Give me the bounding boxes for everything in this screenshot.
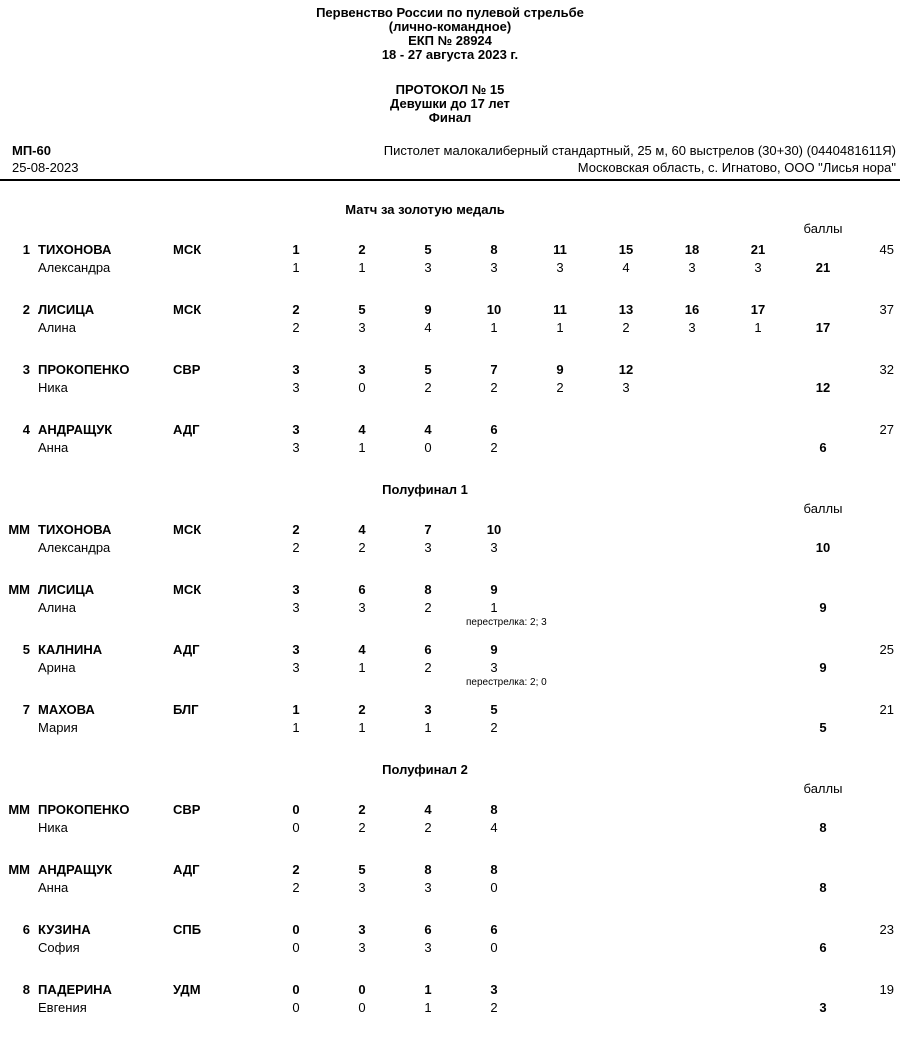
- series-cell: 3: [424, 880, 432, 895]
- series-line: [0, 819, 900, 837]
- cumulative-line: [0, 301, 900, 319]
- section-title: Полуфинал 1: [382, 482, 468, 497]
- event-description: Пистолет малокалиберный стандартный, 25 м, 60 выстрелов (30+30) (0440481611Я): [383, 143, 896, 158]
- series-line: [0, 379, 900, 397]
- region-cell: АДГ: [173, 642, 200, 657]
- score-cell: 4: [358, 522, 366, 537]
- series-cell: 2: [292, 540, 300, 555]
- surname-cell: КУЗИНА: [38, 922, 91, 937]
- series-cell: 3: [424, 540, 432, 555]
- score-cell: 4: [424, 802, 432, 817]
- score-cell: 11: [553, 242, 567, 257]
- total-cell: 21: [815, 260, 831, 275]
- surname-cell: ТИХОНОВА: [38, 242, 112, 257]
- qual-score-cell: 27: [879, 422, 894, 437]
- points-label: баллы: [803, 501, 843, 516]
- score-cell: 1: [292, 242, 300, 257]
- stage: Финал: [428, 110, 472, 125]
- total-cell: 10: [815, 540, 831, 555]
- qual-score-cell: 23: [879, 922, 894, 937]
- score-cell: 0: [358, 982, 366, 997]
- athlete-row: [0, 641, 900, 688]
- series-cell: 0: [490, 880, 498, 895]
- score-cell: 5: [358, 862, 366, 877]
- qual-score-cell: 32: [879, 362, 894, 377]
- given-name-cell: Мария: [38, 720, 78, 735]
- score-cell: 6: [424, 642, 432, 657]
- score-cell: 2: [292, 862, 300, 877]
- cumulative-line: [0, 521, 900, 539]
- series-line: [0, 259, 900, 277]
- athlete-row: [0, 301, 900, 337]
- total-cell: 17: [815, 320, 831, 335]
- series-cell: 3: [358, 940, 366, 955]
- series-cell: 2: [358, 820, 366, 835]
- series-cell: 1: [358, 260, 366, 275]
- series-cell: 2: [292, 320, 300, 335]
- series-line: [0, 439, 900, 457]
- cumulative-line: [0, 241, 900, 259]
- given-name-cell: Анна: [38, 880, 69, 895]
- region-cell: МСК: [173, 522, 202, 537]
- score-cell: 5: [424, 242, 432, 257]
- qual-score-cell: 21: [879, 702, 894, 717]
- series-cell: 3: [292, 380, 300, 395]
- score-cell: 12: [618, 362, 634, 377]
- athlete-row: [0, 521, 900, 557]
- competition-title: Первенство России по пулевой стрельбе: [316, 5, 584, 20]
- series-cell: 0: [292, 940, 300, 955]
- rank-cell: ММ: [8, 582, 30, 597]
- total-cell: 12: [815, 380, 831, 395]
- series-cell: 2: [622, 320, 630, 335]
- surname-cell: АНДРАЩУК: [38, 422, 113, 437]
- series-cell: 3: [358, 880, 366, 895]
- series-cell: 2: [358, 540, 366, 555]
- surname-cell: ПАДЕРИНА: [38, 982, 112, 997]
- series-line: [0, 999, 900, 1017]
- region-cell: АДГ: [173, 422, 200, 437]
- series-cell: 2: [490, 1000, 498, 1015]
- score-cell: 4: [424, 422, 432, 437]
- cumulative-line: [0, 801, 900, 819]
- score-cell: 5: [424, 362, 432, 377]
- series-cell: 3: [424, 260, 432, 275]
- score-cell: 2: [292, 522, 300, 537]
- rank-cell: ММ: [8, 862, 30, 877]
- athlete-row: [0, 801, 900, 837]
- score-cell: 8: [424, 582, 432, 597]
- given-name-cell: София: [38, 940, 80, 955]
- score-cell: 3: [292, 422, 300, 437]
- series-cell: 2: [490, 720, 498, 735]
- score-cell: 9: [556, 362, 564, 377]
- total-cell: 8: [819, 880, 827, 895]
- total-cell: 5: [819, 720, 827, 735]
- series-cell: 3: [688, 260, 696, 275]
- rank-cell: ММ: [8, 522, 30, 537]
- score-cell: 2: [358, 242, 366, 257]
- surname-cell: КАЛНИНА: [38, 642, 103, 657]
- region-cell: МСК: [173, 582, 202, 597]
- given-name-cell: Евгения: [38, 1000, 87, 1015]
- score-cell: 8: [490, 242, 498, 257]
- score-cell: 6: [424, 922, 432, 937]
- score-cell: 9: [490, 642, 498, 657]
- given-name-cell: Александра: [38, 540, 111, 555]
- score-cell: 10: [486, 522, 502, 537]
- athlete-row: [0, 981, 900, 1017]
- series-cell: 2: [556, 380, 564, 395]
- rank-cell: 2: [22, 302, 30, 317]
- given-name-cell: Анна: [38, 440, 69, 455]
- cumulative-line: [0, 981, 900, 999]
- section-title: Полуфинал 2: [382, 762, 468, 777]
- score-cell: 9: [490, 582, 498, 597]
- cumulative-line: [0, 701, 900, 719]
- series-cell: 4: [622, 260, 630, 275]
- score-cell: 0: [292, 982, 300, 997]
- series-cell: 4: [490, 820, 498, 835]
- section-semifinal-1: [0, 481, 900, 737]
- given-name-cell: Ника: [38, 380, 68, 395]
- surname-cell: ПРОКОПЕНКО: [38, 362, 130, 377]
- region-cell: СПБ: [173, 922, 202, 937]
- athlete-row: [0, 421, 900, 457]
- qual-score-cell: 19: [879, 982, 894, 997]
- series-cell: 3: [688, 320, 696, 335]
- score-cell: 1: [292, 702, 300, 717]
- score-cell: 7: [424, 522, 432, 537]
- series-line: [0, 599, 900, 617]
- total-cell: 9: [819, 600, 827, 615]
- series-line: [0, 659, 900, 677]
- series-cell: 4: [424, 320, 432, 335]
- series-line: [0, 319, 900, 337]
- rank-cell: 1: [22, 242, 30, 257]
- series-cell: 1: [292, 720, 300, 735]
- category: Девушки до 17 лет: [390, 96, 510, 111]
- series-cell: 2: [292, 880, 300, 895]
- series-cell: 0: [358, 380, 366, 395]
- series-cell: 3: [292, 660, 300, 675]
- rank-cell: 6: [22, 922, 30, 937]
- series-cell: 1: [292, 260, 300, 275]
- score-cell: 5: [490, 702, 498, 717]
- cumulative-line: [0, 921, 900, 939]
- series-cell: 1: [424, 720, 432, 735]
- total-cell: 3: [819, 1000, 827, 1015]
- given-name-cell: Александра: [38, 260, 111, 275]
- athlete-row: [0, 581, 900, 628]
- total-cell: 8: [819, 820, 827, 835]
- competition-dates: 18 - 27 августа 2023 г.: [381, 47, 519, 62]
- series-line: [0, 939, 900, 957]
- score-cell: 8: [490, 862, 498, 877]
- series-cell: 0: [292, 1000, 300, 1015]
- cumulative-line: [0, 421, 900, 439]
- series-cell: 2: [424, 600, 432, 615]
- score-cell: 7: [490, 362, 498, 377]
- series-cell: 3: [424, 940, 432, 955]
- given-name-cell: Алина: [38, 320, 76, 335]
- score-cell: 3: [292, 642, 300, 657]
- surname-cell: МАХОВА: [38, 702, 95, 717]
- rank-cell: 3: [22, 362, 30, 377]
- given-name-cell: Ника: [38, 820, 68, 835]
- series-cell: 3: [754, 260, 762, 275]
- region-cell: БЛГ: [173, 702, 199, 717]
- score-cell: 4: [358, 422, 366, 437]
- series-cell: 1: [490, 600, 498, 615]
- rank-cell: 4: [22, 422, 30, 437]
- series-cell: 2: [424, 820, 432, 835]
- total-cell: 6: [819, 940, 827, 955]
- region-cell: АДГ: [173, 862, 200, 877]
- score-cell: 17: [750, 302, 766, 317]
- series-cell: 1: [490, 320, 498, 335]
- given-name-cell: Арина: [38, 660, 76, 675]
- score-cell: 15: [618, 242, 634, 257]
- qual-score-cell: 45: [879, 242, 894, 257]
- exercise-code: МП-60: [12, 143, 51, 158]
- athlete-row: [0, 701, 900, 737]
- points-label: баллы: [803, 781, 843, 796]
- qual-score-cell: 37: [879, 302, 894, 317]
- series-cell: 3: [556, 260, 564, 275]
- competition-header: [0, 6, 900, 62]
- score-cell: 3: [358, 922, 366, 937]
- surname-cell: ЛИСИЦА: [38, 302, 95, 317]
- qual-score-cell: 25: [879, 642, 894, 657]
- score-cell: 3: [358, 362, 366, 377]
- section-gold-match: [0, 201, 900, 457]
- series-cell: 1: [556, 320, 564, 335]
- series-cell: 1: [424, 1000, 432, 1015]
- athlete-row: [0, 861, 900, 897]
- region-cell: СВР: [173, 362, 201, 377]
- score-cell: 0: [292, 922, 300, 937]
- series-cell: 3: [622, 380, 630, 395]
- athlete-row: [0, 361, 900, 397]
- total-cell: 6: [819, 440, 827, 455]
- competition-subtitle: (лично-командное): [388, 19, 512, 34]
- rank-cell: 7: [22, 702, 30, 717]
- event-date: 25-08-2023: [12, 160, 79, 175]
- series-cell: 0: [490, 940, 498, 955]
- score-cell: 10: [486, 302, 502, 317]
- cumulative-line: [0, 861, 900, 879]
- info-bar: [0, 142, 900, 181]
- section-title: Матч за золотую медаль: [345, 202, 505, 217]
- series-cell: 3: [490, 540, 498, 555]
- series-cell: 1: [358, 440, 366, 455]
- section-semifinal-2: [0, 761, 900, 1017]
- rank-cell: 8: [22, 982, 30, 997]
- series-cell: 2: [424, 660, 432, 675]
- protocol-header: [0, 83, 900, 125]
- shootoff-note: перестрелка: 2; 3: [466, 617, 547, 628]
- cumulative-line: [0, 641, 900, 659]
- score-cell: 5: [358, 302, 366, 317]
- series-cell: 0: [358, 1000, 366, 1015]
- series-cell: 3: [358, 320, 366, 335]
- score-cell: 6: [358, 582, 366, 597]
- region-cell: УДМ: [173, 982, 201, 997]
- venue: Московская область, с. Игнатово, ООО "Лисья нора": [577, 160, 896, 175]
- series-cell: 2: [424, 380, 432, 395]
- series-line: [0, 879, 900, 897]
- score-cell: 3: [292, 362, 300, 377]
- score-cell: 3: [490, 982, 498, 997]
- score-cell: 3: [424, 702, 432, 717]
- series-cell: 1: [754, 320, 762, 335]
- series-cell: 2: [490, 380, 498, 395]
- surname-cell: ЛИСИЦА: [38, 582, 95, 597]
- score-cell: 3: [292, 582, 300, 597]
- score-cell: 8: [424, 862, 432, 877]
- series-cell: 1: [358, 720, 366, 735]
- score-cell: 2: [358, 702, 366, 717]
- series-cell: 3: [292, 600, 300, 615]
- rank-cell: ММ: [8, 802, 30, 817]
- info-right: [384, 142, 898, 176]
- ekp-number: ЕКП № 28924: [408, 33, 492, 48]
- score-cell: 9: [424, 302, 432, 317]
- series-cell: 3: [358, 600, 366, 615]
- info-left: [12, 142, 79, 176]
- series-cell: 0: [424, 440, 432, 455]
- series-cell: 0: [292, 820, 300, 835]
- score-cell: 13: [618, 302, 634, 317]
- series-cell: 3: [292, 440, 300, 455]
- region-cell: СВР: [173, 802, 201, 817]
- series-line: [0, 719, 900, 737]
- series-cell: 2: [490, 440, 498, 455]
- athlete-row: [0, 921, 900, 957]
- score-cell: 6: [490, 422, 498, 437]
- points-label: баллы: [803, 221, 843, 236]
- region-cell: МСК: [173, 242, 202, 257]
- protocol-number: ПРОТОКОЛ № 15: [395, 82, 505, 97]
- shootoff-note: перестрелка: 2; 0: [466, 677, 547, 688]
- rank-cell: 5: [22, 642, 30, 657]
- score-cell: 11: [553, 302, 567, 317]
- series-line: [0, 539, 900, 557]
- cumulative-line: [0, 361, 900, 379]
- score-cell: 8: [490, 802, 498, 817]
- given-name-cell: Алина: [38, 600, 76, 615]
- score-cell: 18: [684, 242, 700, 257]
- score-cell: 0: [292, 802, 300, 817]
- score-cell: 1: [424, 982, 432, 997]
- series-cell: 1: [358, 660, 366, 675]
- surname-cell: ТИХОНОВА: [38, 522, 112, 537]
- score-cell: 4: [358, 642, 366, 657]
- score-cell: 2: [292, 302, 300, 317]
- cumulative-line: [0, 581, 900, 599]
- score-cell: 21: [750, 242, 766, 257]
- total-cell: 9: [819, 660, 827, 675]
- surname-cell: АНДРАЩУК: [38, 862, 113, 877]
- surname-cell: ПРОКОПЕНКО: [38, 802, 130, 817]
- score-cell: 6: [490, 922, 498, 937]
- score-cell: 16: [684, 302, 700, 317]
- region-cell: МСК: [173, 302, 202, 317]
- series-cell: 3: [490, 260, 498, 275]
- athlete-row: [0, 241, 900, 277]
- series-cell: 3: [490, 660, 498, 675]
- score-cell: 2: [358, 802, 366, 817]
